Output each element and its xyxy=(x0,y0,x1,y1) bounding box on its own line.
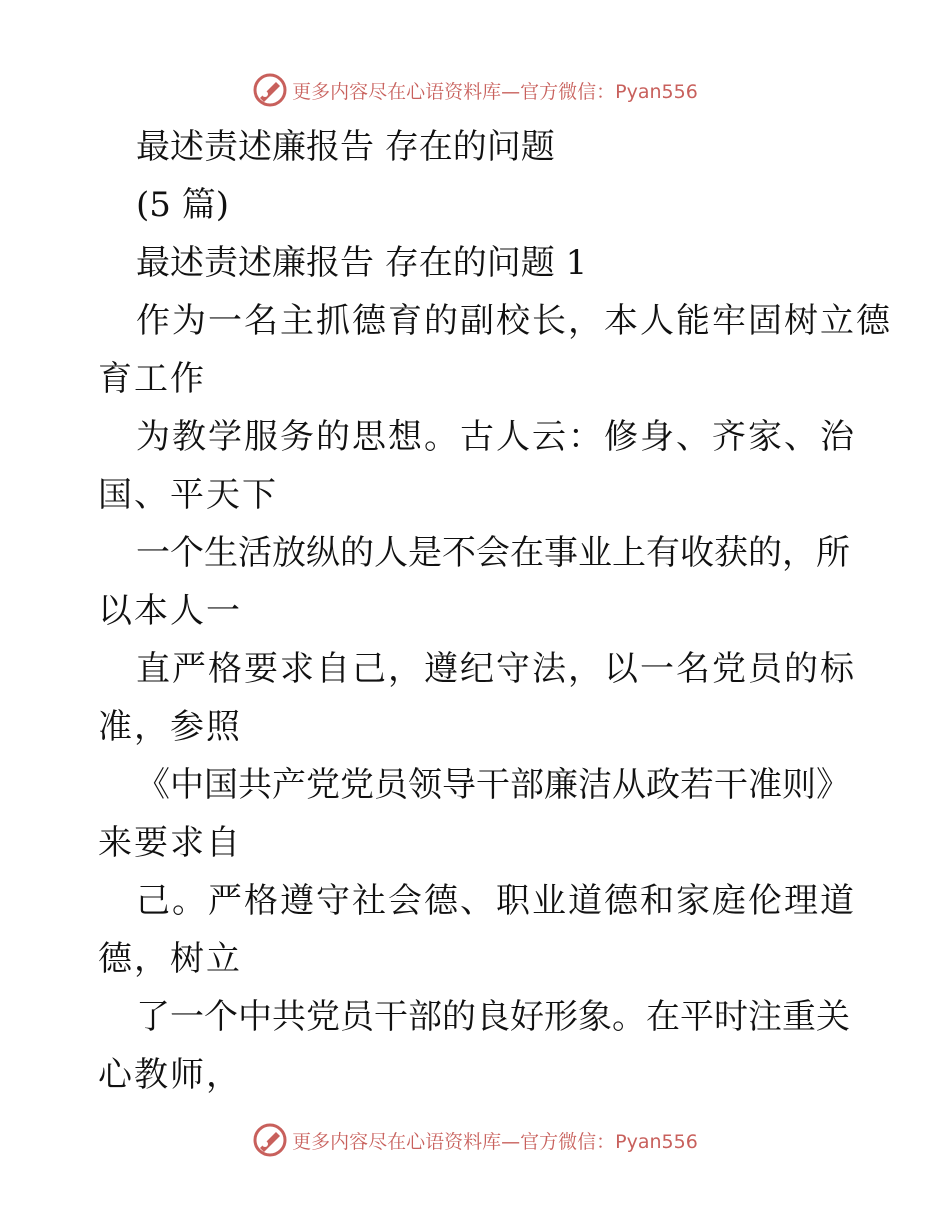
text-line: 准，参照 xyxy=(98,707,242,747)
header-watermark xyxy=(0,70,950,110)
section-heading: 最述责述廉报告 存在的问题 1 xyxy=(136,243,588,283)
text-line: 德，树立 xyxy=(98,939,242,979)
footer-watermark xyxy=(0,1120,950,1160)
watermark-text: 更多内容尽在心语资料库—官方微信：Pyan556 xyxy=(292,1130,698,1153)
text-line: 了一个中共党员干部的良好形象。在平时注重关 xyxy=(136,997,850,1037)
pen-logo-icon xyxy=(252,72,288,108)
text-line: 来要求自 xyxy=(98,823,242,863)
watermark-text: 更多内容尽在心语资料库—官方微信：Pyan556 xyxy=(292,80,698,103)
doc-title: 最述责述廉报告 存在的问题 xyxy=(136,127,555,167)
text-line: 育工作 xyxy=(98,359,206,399)
text-line: 作为一名主抓德育的副校长，本人能牢固树立德 xyxy=(136,301,892,341)
text-line: 心教师， xyxy=(98,1055,242,1095)
text-line: 以本人一 xyxy=(98,591,242,631)
text-line: 为教学服务的思想。古人云：修身、齐家、治 xyxy=(136,417,856,457)
text-line: 国、平天下 xyxy=(98,475,278,515)
text-line: 己。严格遵守社会德、职业道德和家庭伦理道 xyxy=(136,881,856,921)
pen-logo-icon xyxy=(252,1122,288,1158)
doc-subtitle: (5 篇) xyxy=(136,185,229,225)
text-line: 《中国共产党党员领导干部廉洁从政若干准则》 xyxy=(136,765,850,805)
text-line: 直严格要求自己，遵纪守法，以一名党员的标 xyxy=(136,649,856,689)
document-body xyxy=(98,118,892,1104)
text-line: 一个生活放纵的人是不会在事业上有收获的，所 xyxy=(136,533,850,573)
